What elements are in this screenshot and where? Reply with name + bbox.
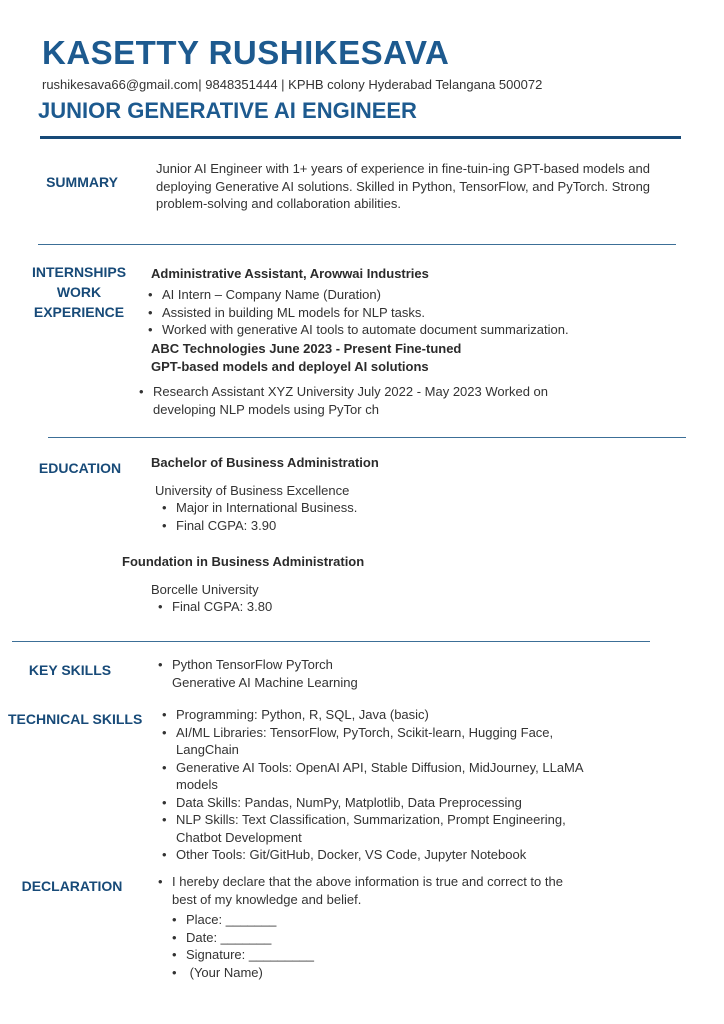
experience-heading xyxy=(20,262,138,322)
job1-title: Administrative Assistant, Arowwai Industries xyxy=(151,266,429,281)
experience-heading-line-3: EXPERIENCE xyxy=(33,304,125,320)
degree1-bullets xyxy=(162,499,462,534)
job2-bullet-line-1: • Research Assistant XYZ University July 2022 - May 2023 Worked on xyxy=(153,384,548,399)
list-item: • Generative AI Tools: OpenAI API, Stable Diffusion, MidJourney, LLaMA models xyxy=(162,759,592,794)
summary-text: Junior AI Engineer with 1+ years of experience in fine-tuin-ing GPT-based models and deploying Generative AI solutions. Skilled in Python, TensorFlow, and PyTorch. Strong problem-solving and collaboration abilities. xyxy=(156,161,651,211)
degree1-school: University of Business Excellence xyxy=(155,483,350,498)
list-item: • Worked with generative AI tools to automate document summarization. xyxy=(148,321,618,339)
list-item: • Programming: Python, R, SQL, Java (basic) xyxy=(162,706,592,724)
list-item: • Other Tools: Git/GitHub, Docker, VS Code, Jupyter Notebook xyxy=(162,846,592,864)
education-heading: EDUCATION xyxy=(38,460,122,476)
list-item: • Final CGPA: 3.80 xyxy=(158,598,458,616)
experience-heading-line-2: WORK xyxy=(56,284,102,300)
list-item: • Signature: _________ xyxy=(172,946,472,964)
list-item: • (Your Name) xyxy=(172,964,472,982)
technical-skills-heading: TECHNICAL SKILLS xyxy=(8,711,143,727)
degree2-bullets xyxy=(158,598,458,616)
header-divider xyxy=(40,136,681,139)
education-divider xyxy=(12,641,650,642)
list-item: • AI Intern – Company Name (Duration) xyxy=(148,286,618,304)
key-skills-list xyxy=(158,656,558,691)
declaration-fields xyxy=(172,911,472,981)
list-item: • Data Skills: Pandas, NumPy, Matplotlib, Data Preprocessing xyxy=(162,794,592,812)
list-item: • NLP Skills: Text Classification, Summarization, Prompt Engineering, Chatbot Development xyxy=(162,811,592,846)
declaration-statement xyxy=(158,873,578,908)
job2-bullet-line-2: developing NLP models using PyTor ch xyxy=(153,401,379,417)
technical-skills-list xyxy=(162,706,592,864)
degree2-school: Borcelle University xyxy=(151,582,259,597)
list-item xyxy=(158,656,558,691)
job2-bullets xyxy=(139,383,599,418)
key-skills-heading: KEY SKILLS xyxy=(28,662,112,678)
experience-divider xyxy=(48,437,686,438)
list-item: • Assisted in building ML models for NLP tasks. xyxy=(148,304,618,322)
job-role-title: JUNIOR GENERATIVE AI ENGINEER xyxy=(38,98,417,123)
key-skills-line-2: Generative AI Machine Learning xyxy=(172,674,358,690)
key-skills-line-1: • Python TensorFlow PyTorch xyxy=(172,657,333,672)
list-item: • Major in International Business. xyxy=(162,499,462,517)
summary-divider xyxy=(38,244,676,245)
declaration-heading: DECLARATION xyxy=(21,878,123,894)
degree1-title: Bachelor of Business Administration xyxy=(151,455,379,470)
job2-title-line-2: GPT-based models and deployel AI solutions xyxy=(151,359,429,374)
list-item: • Date: _______ xyxy=(172,929,472,947)
experience-heading-line-1: INTERNSHIPS xyxy=(31,264,127,280)
candidate-name: KASETTY RUSHIKESAVA xyxy=(42,34,450,71)
job1-bullets xyxy=(148,286,618,339)
list-item: • Final CGPA: 3.90 xyxy=(162,517,462,535)
degree2-title: Foundation in Business Administration xyxy=(122,554,365,569)
job2-title-line-1: ABC Technologies June 2023 - Present Fine-tuned xyxy=(151,341,462,356)
list-item: • Place: _______ xyxy=(172,911,472,929)
list-item xyxy=(139,383,599,418)
contact-line: rushikesava66@gmail.com| 9848351444 | KPHB colony Hyderabad Telangana 500072 xyxy=(42,77,543,92)
summary-heading: SUMMARY xyxy=(46,174,118,190)
list-item: • I hereby declare that the above information is true and correct to the best of my knowledge and belief. xyxy=(158,873,578,908)
list-item: • AI/ML Libraries: TensorFlow, PyTorch, Scikit-learn, Hugging Face, LangChain xyxy=(162,724,592,759)
